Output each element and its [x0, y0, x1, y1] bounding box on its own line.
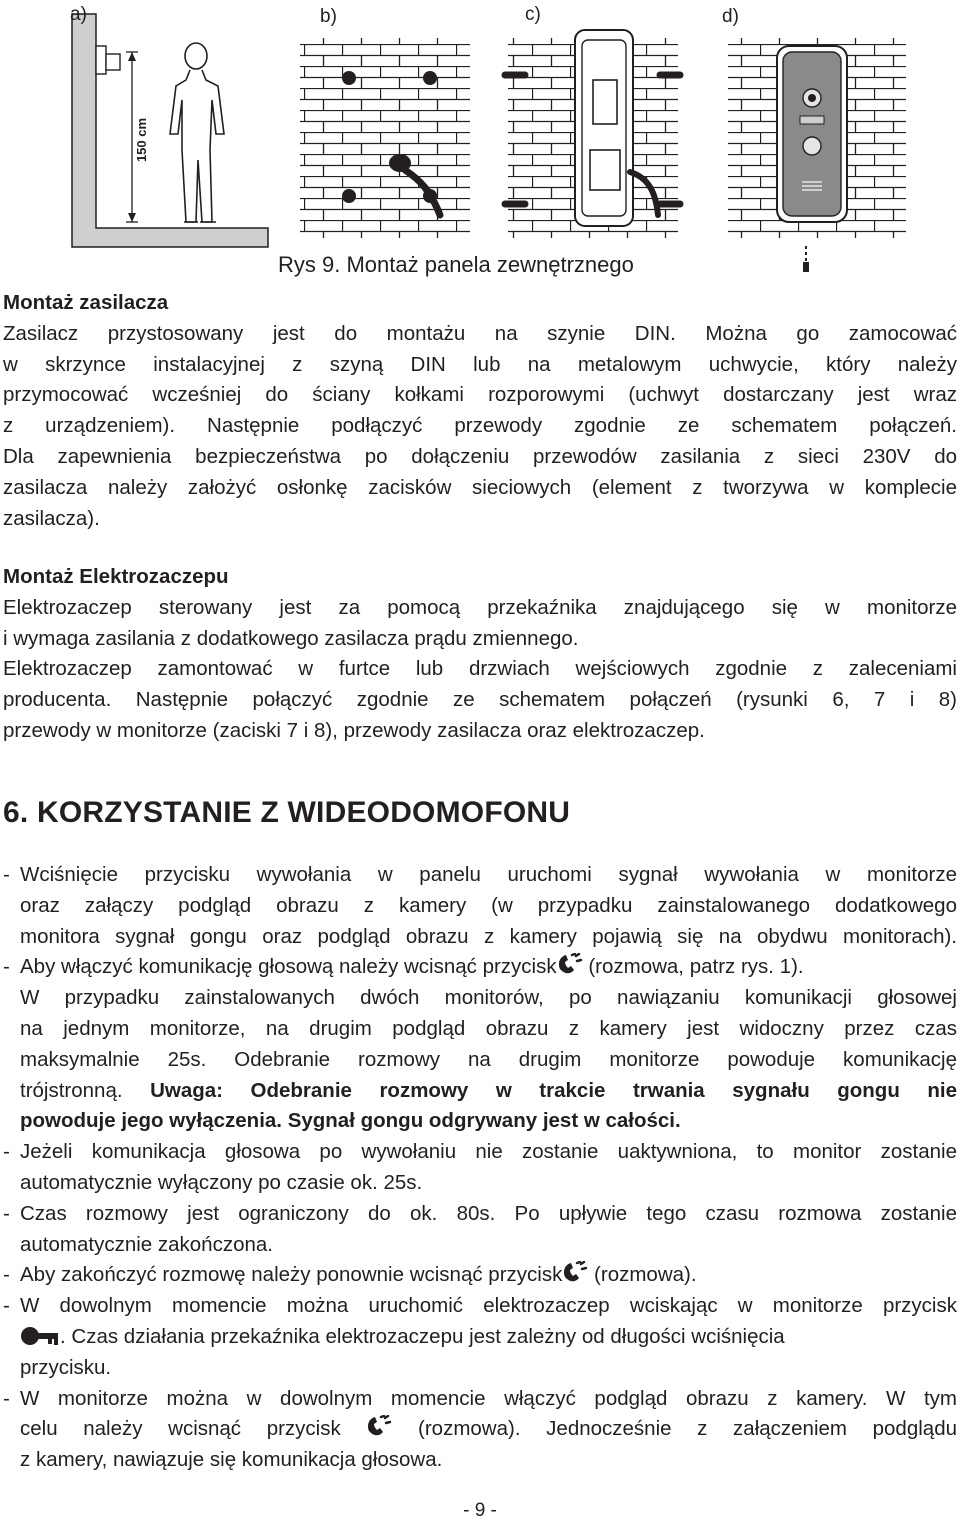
installation-figure — [0, 0, 960, 290]
list-dash: - — [3, 1386, 10, 1410]
list-text: celu należy wcisnąć przycisk — [20, 1417, 341, 1441]
list-text: Aby zakończyć rozmowę należy ponownie wcisnąć przycisk — [20, 1263, 563, 1287]
paragraph-line: zasilacza należy założyć osłonkę zacisków sieciowych (element z tworzywa w komplecie — [3, 475, 957, 499]
figure-label-c: c) — [525, 4, 541, 25]
list-line — [20, 1260, 957, 1291]
list-line: monitora sygnał gongu oraz podgląd obrazu z kamery pojawią się na obydwu monitorach). — [20, 924, 957, 948]
height-dimension-label: 150 cm — [134, 117, 149, 163]
list-line: W monitorze można w dowolnym momencie włączyć podgląd obrazu z kamery. W tym — [20, 1386, 957, 1410]
warning-text: Uwaga: Odebranie rozmowy w trakcie trwania sygnału gongu nie — [150, 1078, 958, 1102]
figure-b-drilling — [300, 38, 470, 238]
list-dash: - — [3, 863, 10, 886]
list-line: na jednym monitorze, na drugim podgląd obrazu z kamery jest widoczny przez czas — [20, 1016, 957, 1040]
list-line: automatycznie zakończona. — [20, 1232, 273, 1256]
list-dash: - — [3, 1294, 10, 1318]
list-line: automatycznie wyłączony po czasie ok. 25s. — [20, 1170, 423, 1194]
list-dash: - — [3, 1263, 10, 1287]
paragraph-line: przewody w monitorze (zaciski 7 i 8), przewody zasilacza oraz elektrozaczep. — [3, 718, 705, 742]
paragraph-line: przymocować wcześniej do ściany kołkami rozporowymi (uchwyt dostarczany jest wraz — [3, 383, 957, 407]
list-line — [20, 1322, 957, 1353]
list-item — [3, 1384, 957, 1476]
figure-d-mounted-panel — [728, 38, 906, 272]
list-text: (rozmowa). — [588, 1263, 697, 1287]
section-title-electric-strike: Montaż Elektrozaczepu — [3, 565, 229, 588]
key-icon — [20, 1325, 60, 1347]
list-line: Czas rozmowy jest ograniczony do ok. 80s. Po upływie tego czasu rozmowa zostanie — [20, 1201, 957, 1225]
list-line: Wciśnięcie przycisku wywołania w panelu uruchomi sygnał wywołania w monitorze — [20, 863, 957, 886]
panel-mounting-illustration — [0, 0, 960, 290]
list-item — [3, 860, 957, 952]
paragraph-line: Zasilacz przystosowany jest do montażu na szynie DIN. Można go zamocować — [3, 321, 957, 345]
list-text: trójstronną. — [20, 1078, 151, 1102]
section-title-power-supply: Montaż zasilacza — [3, 291, 169, 314]
list-line: maksymalnie 25s. Odebranie rozmowy na drugim monitorze powoduje komunikację — [20, 1047, 957, 1071]
chapter-heading: 6. KORZYSTANIE Z WIDEODOMOFONU — [3, 796, 571, 829]
paragraph-line: producenta. Następnie połączyć zgodnie ze schematem połączeń (rysunki 6, 7 i 8) — [3, 688, 957, 712]
handset-icon — [557, 953, 583, 977]
section-electric-strike — [3, 562, 957, 747]
handset-icon — [562, 1261, 588, 1285]
list-text: Aby włączyć komunikację głosową należy wcisnąć przycisk — [20, 955, 557, 979]
paragraph-line: i wymaga zasilania z dodatkowego zasilacza prądu zmiennego. — [3, 626, 579, 650]
paragraph-line: z urządzeniem). Następnie podłączyć przewody zgodnie ze schematem połączeń. — [3, 414, 957, 438]
warning-text: powoduje jego wyłączenia. Sygnał gongu odgrywany jest w całości. — [20, 1109, 681, 1133]
section-power-supply — [3, 288, 957, 534]
list-line — [20, 1076, 957, 1107]
list-text: . Czas działania przekaźnika elektrozaczepu jest zależny od długości wciśnięcia — [60, 1324, 785, 1348]
list-dash: - — [3, 1140, 10, 1164]
list-line: Jeżeli komunikacja głosowa po wywołaniu nie zostanie uaktywniona, to monitor zostanie — [20, 1140, 957, 1164]
figure-c-mounting-plate — [505, 30, 680, 238]
usage-list — [3, 860, 957, 1476]
list-line: oraz załączy podgląd obrazu z kamery (w przypadku zainstalowanego dodatkowego — [20, 893, 957, 917]
page-number: - 9 - — [463, 1500, 497, 1521]
figure-a-wall-height — [72, 14, 268, 247]
list-line: W dowolnym momencie można uruchomić elektrozaczep wciskając w monitorze przycisk — [20, 1294, 957, 1318]
handset-icon — [366, 1415, 392, 1439]
figure-label-b: b) — [320, 6, 337, 27]
paragraph-line: Elektrozaczep sterowany jest za pomocą przekaźnika znajdującego się w monitorze — [3, 595, 957, 619]
figure-label-d: d) — [722, 6, 739, 27]
list-line: z kamery, nawiązuje się komunikacja głosowa. — [20, 1448, 443, 1472]
list-text: (rozmowa, patrz rys. 1). — [582, 955, 804, 979]
paragraph-line: Dla zapewnienia bezpieczeństwa po dołączeniu przewodów zasilania z sieci 230V do — [3, 444, 957, 468]
list-line: przycisku. — [20, 1355, 112, 1379]
list-item — [3, 1291, 957, 1383]
list-dash: - — [3, 955, 10, 979]
person-outline — [170, 43, 224, 222]
list-line — [20, 1414, 957, 1445]
list-item — [3, 1199, 957, 1261]
list-line — [20, 952, 957, 983]
list-dash: - — [3, 1201, 10, 1225]
list-item — [3, 1137, 957, 1199]
figure-caption: Rys 9. Montaż panela zewnętrznego — [278, 252, 634, 277]
list-text: (rozmowa). Jednocześnie z załączeniem podglądu — [392, 1417, 957, 1441]
list-item — [3, 952, 957, 1137]
list-line: W przypadku zainstalowanych dwóch monitorów, po nawiązaniu komunikacji głosowej — [20, 986, 957, 1010]
paragraph-line: zasilacza). — [3, 506, 100, 530]
list-item — [3, 1260, 957, 1291]
figure-label-a: a) — [70, 4, 87, 25]
paragraph-line: Elektrozaczep zamontować w furtce lub drzwiach wejściowych zgodnie z zaleceniami — [3, 657, 957, 681]
paragraph-line: w skrzynce instalacyjnej z szyną DIN lub na metalowym uchwycie, który należy — [3, 352, 957, 376]
